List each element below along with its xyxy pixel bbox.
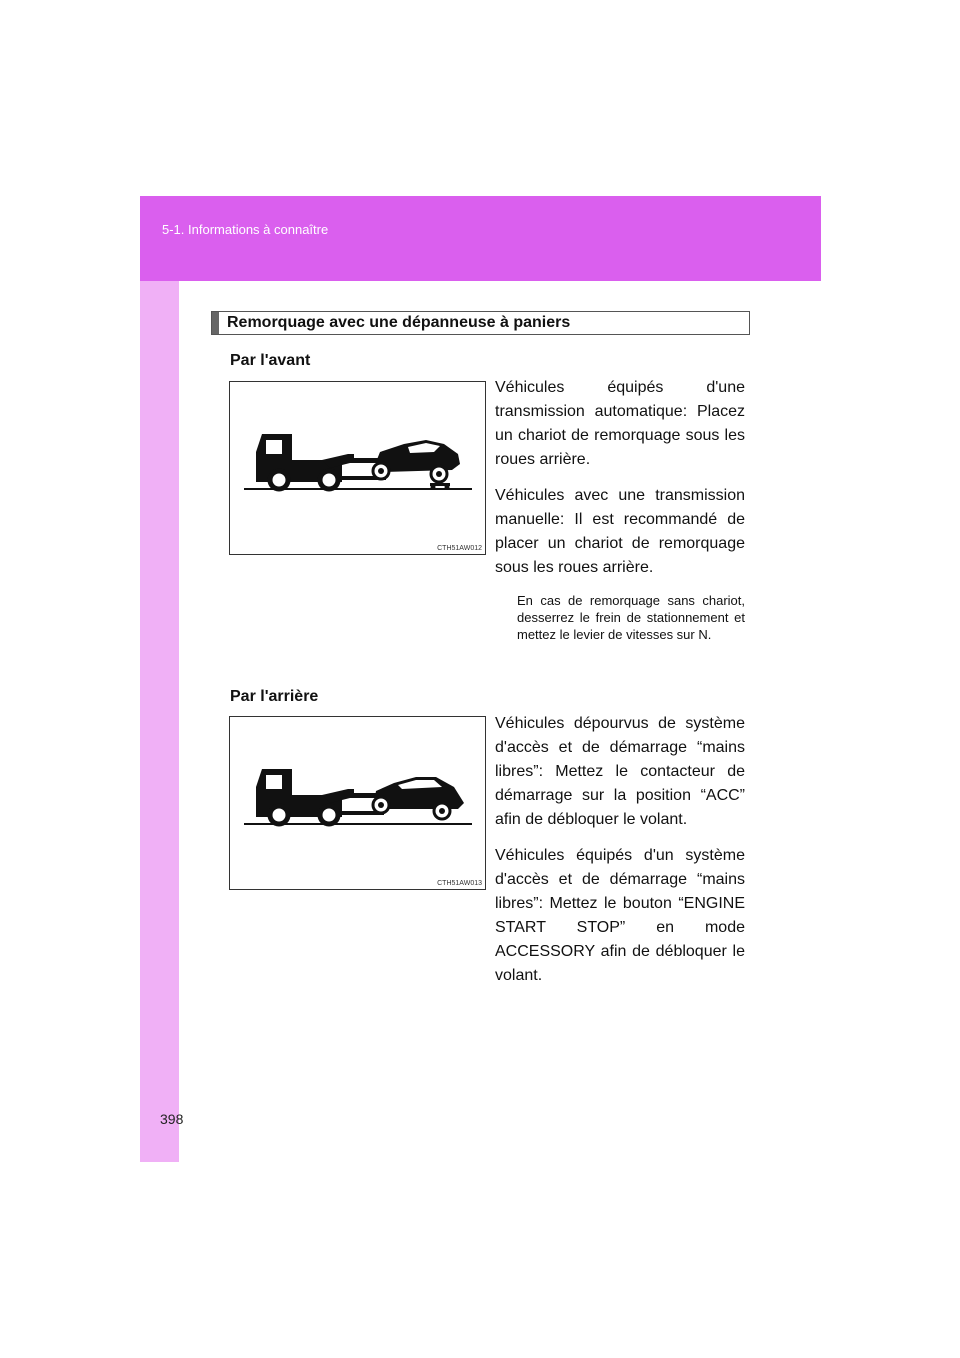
side-band [140, 196, 179, 1162]
header-band [140, 196, 821, 281]
section-title: Remorquage avec une dépanneuse à paniers [227, 314, 571, 331]
section-title-bar [211, 311, 750, 335]
front-tow-figure [229, 381, 486, 555]
front-heading: Par l'avant [230, 352, 311, 369]
front-tow-illustration [230, 382, 485, 554]
rear-body-text [495, 712, 745, 1000]
page-number: 398 [160, 1111, 184, 1127]
front-note: En cas de remorquage sans chariot, desserrez le frein de stationnement et mettez le levier de vitesses sur N. [517, 593, 745, 642]
rear-paragraph-with-smart-key: Véhicules équipés d'un système d'accès et de démarrage “mains libres”: Mettez le bouton “ENGINE START STOP” en mode ACCESSORY afin de débloquer le volant. [495, 847, 745, 984]
front-paragraph-manual: Véhicules avec une transmission manuelle: Il est recommandé de placer un chariot de remorquage sous les roues arrière. [495, 487, 745, 576]
rear-paragraph-without-smart-key: Véhicules dépourvus de système d'accès et de démarrage “mains libres”: Mettez le contacteur de démarrage sur la position “ACC” afin de débloquer le volant. [495, 715, 745, 828]
front-paragraph-automatic: Véhicules équipés d'une transmission automatique: Placez un chariot de remorquage sous les roues arrière. [495, 379, 745, 468]
front-body-text [495, 376, 745, 643]
rear-tow-figure [229, 716, 486, 890]
rear-tow-illustration [230, 717, 485, 889]
header-section-title: 5-1. Informations à connaître [162, 222, 329, 237]
rear-heading: Par l'arrière [230, 688, 319, 705]
front-figure-code: CTH51AW012 [437, 545, 482, 552]
rear-figure-code: CTH51AW013 [437, 880, 482, 887]
section-title-accent [212, 312, 219, 334]
